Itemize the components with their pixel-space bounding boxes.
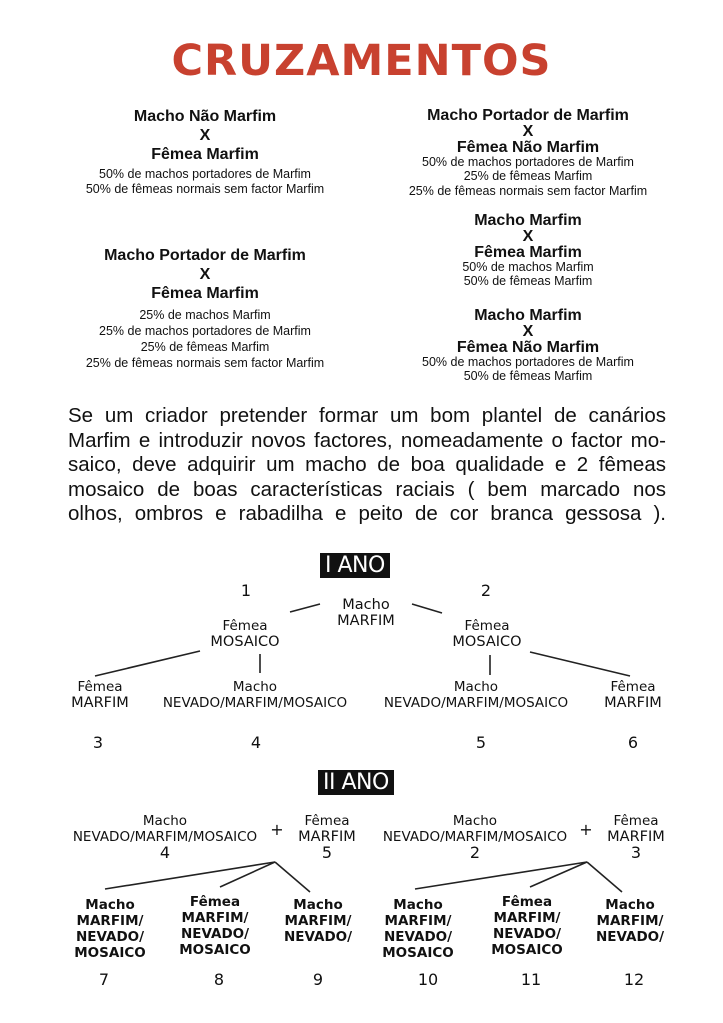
cross-3-result: 25% de fêmeas Marfim bbox=[463, 168, 593, 183]
cross-1-female: Fêmea Marfim bbox=[151, 146, 259, 163]
year1-male bbox=[316, 597, 416, 629]
o7-line: MARFIM/ bbox=[76, 913, 144, 929]
o10-number: 10 bbox=[417, 970, 439, 989]
o10-line: MOSAICO bbox=[382, 945, 454, 961]
year1-badge bbox=[320, 550, 390, 581]
o7-line: MOSAICO bbox=[74, 945, 146, 961]
o5-type: NEVADO/MARFIM/MOSAICO bbox=[383, 695, 569, 711]
y2l-female-label: Fêmea bbox=[304, 813, 350, 829]
y2r-male-type: NEVADO/MARFIM/MOSAICO bbox=[382, 829, 568, 845]
o7-line: Macho bbox=[85, 897, 135, 913]
o9-line: MARFIM/ bbox=[284, 913, 352, 929]
paragraph-line: mosaico de boas características raciais ( bem marcado nos bbox=[68, 477, 666, 501]
y2l-male-number: 4 bbox=[159, 843, 171, 862]
year1-female-2 bbox=[437, 618, 537, 650]
cross-5-result: 50% de fêmeas Marfim bbox=[463, 368, 593, 383]
o12-number: 12 bbox=[623, 970, 645, 989]
line-f2-to-o6 bbox=[530, 652, 630, 676]
cross-4-male: Macho Marfim bbox=[474, 212, 582, 229]
year1-f1-type: MOSAICO bbox=[210, 634, 280, 650]
cross-4-result: 50% de machos Marfim bbox=[462, 260, 594, 274]
o10-line: Macho bbox=[393, 897, 443, 913]
y2l-male-label: Macho bbox=[142, 813, 188, 829]
o9-line: Macho bbox=[293, 897, 343, 913]
o3-type: MARFIM bbox=[71, 695, 129, 711]
o7-line: NEVADO/ bbox=[75, 929, 145, 945]
year2-right-male bbox=[370, 813, 580, 861]
line-left-to-o9 bbox=[275, 862, 310, 892]
y2l-female-number: 5 bbox=[321, 843, 333, 862]
cross-5-male: Macho Marfim bbox=[474, 307, 582, 324]
year1-offspring-6 bbox=[588, 679, 678, 711]
year2-left-male bbox=[60, 813, 270, 861]
year1-f2-label: Fêmea bbox=[464, 618, 510, 634]
y2r-female-label: Fêmea bbox=[613, 813, 659, 829]
paragraph-line: Marfim e introduzir novos factores, nomeadamente o factor mo- bbox=[68, 428, 666, 452]
o9-number: 9 bbox=[312, 970, 324, 989]
year2-left-female bbox=[287, 813, 367, 861]
line-right-to-o10 bbox=[415, 862, 587, 889]
o11-line: MARFIM/ bbox=[493, 910, 561, 926]
cross-2-x: X bbox=[199, 266, 211, 283]
paragraph-line: Se um criador pretender formar um bom plantel de canários bbox=[68, 404, 666, 427]
cross-4-female: Fêmea Marfim bbox=[474, 244, 582, 261]
cross-3-result: 50% de machos portadores de Marfim bbox=[422, 155, 634, 169]
o7-number: 7 bbox=[98, 970, 110, 989]
y2l-male-type: NEVADO/MARFIM/MOSAICO bbox=[72, 829, 258, 845]
cross-5-x: X bbox=[522, 323, 534, 340]
cross-3-result: 25% de fêmeas normais sem factor Marfim bbox=[408, 184, 648, 198]
year2-offspring-7 bbox=[60, 897, 160, 961]
year1-f1-label: Fêmea bbox=[222, 618, 268, 634]
o6-label: Fêmea bbox=[610, 679, 656, 695]
cross-1-result: 50% de fêmeas normais sem factor Marfim bbox=[85, 182, 325, 196]
o8-line: MOSAICO bbox=[179, 942, 251, 958]
o11-number: 11 bbox=[520, 970, 542, 989]
o8-line: Fêmea bbox=[189, 894, 241, 910]
line-left-to-o7 bbox=[105, 862, 275, 889]
o12-line: Macho bbox=[605, 897, 655, 913]
o12-line: MARFIM/ bbox=[596, 913, 664, 929]
paragraph-line: olhos, ombros e rabadilha e peito de cor branca gessosa ). bbox=[68, 502, 666, 525]
line-right-to-o12 bbox=[587, 862, 622, 892]
y2l-plus: + bbox=[270, 820, 284, 839]
cross-5-female: Fêmea Não Marfim bbox=[456, 339, 600, 356]
year1-offspring-5 bbox=[371, 679, 581, 711]
cross-3-male: Macho Portador de Marfim bbox=[427, 107, 629, 124]
o6-type: MARFIM bbox=[604, 695, 662, 711]
cross-1-x: X bbox=[199, 127, 211, 144]
page-title: CRUZAMENTOS bbox=[171, 36, 552, 86]
o8-line: NEVADO/ bbox=[180, 926, 250, 942]
o11-line: MOSAICO bbox=[491, 942, 563, 958]
o4-number: 4 bbox=[250, 733, 262, 752]
line-f1-to-o3 bbox=[95, 651, 200, 676]
cross-1-male: Macho Não Marfim bbox=[133, 108, 277, 125]
o3-number: 3 bbox=[92, 733, 104, 752]
y2r-female-number: 3 bbox=[630, 843, 642, 862]
year1-f2-number: 2 bbox=[480, 581, 492, 600]
cross-2-result: 25% de fêmeas normais sem factor Marfim bbox=[85, 356, 325, 370]
year1-badge-label: I ANO bbox=[320, 553, 390, 578]
year1-offspring-4 bbox=[150, 679, 360, 711]
o10-line: MARFIM/ bbox=[384, 913, 452, 929]
cross-1-result: 50% de machos portadores de Marfim bbox=[99, 167, 311, 181]
o6-number: 6 bbox=[627, 733, 639, 752]
y2r-plus: + bbox=[579, 820, 593, 839]
y2r-male-number: 2 bbox=[469, 843, 481, 862]
year2-right-female bbox=[596, 813, 676, 861]
year1-f2-type: MOSAICO bbox=[452, 634, 522, 650]
cross-2-female: Fêmea Marfim bbox=[151, 285, 259, 302]
year2-badge bbox=[318, 767, 394, 798]
y2r-female-type: MARFIM bbox=[607, 829, 665, 845]
cross-2-male: Macho Portador de Marfim bbox=[104, 247, 306, 264]
year1-female-1 bbox=[195, 618, 295, 650]
year1-male-type: MARFIM bbox=[337, 613, 395, 629]
o5-label: Macho bbox=[453, 679, 499, 695]
year2-offspring-11 bbox=[477, 894, 577, 958]
year2-offspring-9 bbox=[268, 897, 368, 945]
year2-offspring-12 bbox=[580, 897, 680, 945]
cross-4-result: 50% de fêmeas Marfim bbox=[463, 273, 593, 288]
y2l-female-type: MARFIM bbox=[298, 829, 356, 845]
line-male-to-f2 bbox=[412, 604, 442, 613]
o9-line: NEVADO/ bbox=[283, 929, 353, 945]
o12-line: NEVADO/ bbox=[595, 929, 665, 945]
o11-line: Fêmea bbox=[501, 894, 553, 910]
cross-4-x: X bbox=[522, 228, 534, 245]
cross-5-result: 50% de machos portadores de Marfim bbox=[422, 355, 634, 369]
o11-line: NEVADO/ bbox=[492, 926, 562, 942]
o10-line: NEVADO/ bbox=[383, 929, 453, 945]
cross-3-x: X bbox=[522, 123, 534, 140]
year1-f1-number: 1 bbox=[240, 581, 252, 600]
year2-offspring-10 bbox=[368, 897, 468, 961]
o4-type: NEVADO/MARFIM/MOSAICO bbox=[162, 695, 348, 711]
year2-offspring-8 bbox=[165, 894, 265, 958]
o4-label: Macho bbox=[232, 679, 278, 695]
cross-2-result: 25% de machos Marfim bbox=[139, 308, 271, 322]
year1-male-label: Macho bbox=[342, 597, 390, 613]
y2r-male-label: Macho bbox=[452, 813, 498, 829]
year1-offspring-3 bbox=[55, 679, 145, 711]
year2-badge-label: II ANO bbox=[318, 770, 394, 795]
o8-line: MARFIM/ bbox=[181, 910, 249, 926]
o3-label: Fêmea bbox=[77, 679, 123, 695]
cross-2-result: 25% de fêmeas Marfim bbox=[140, 340, 270, 354]
paragraph-line: saico, deve adquirir um macho de boa qualidade e 2 fêmeas bbox=[68, 453, 666, 476]
o8-number: 8 bbox=[213, 970, 225, 989]
o5-number: 5 bbox=[475, 733, 487, 752]
cross-2-result: 25% de machos portadores de Marfim bbox=[99, 324, 311, 338]
cross-3-female: Fêmea Não Marfim bbox=[456, 139, 600, 156]
